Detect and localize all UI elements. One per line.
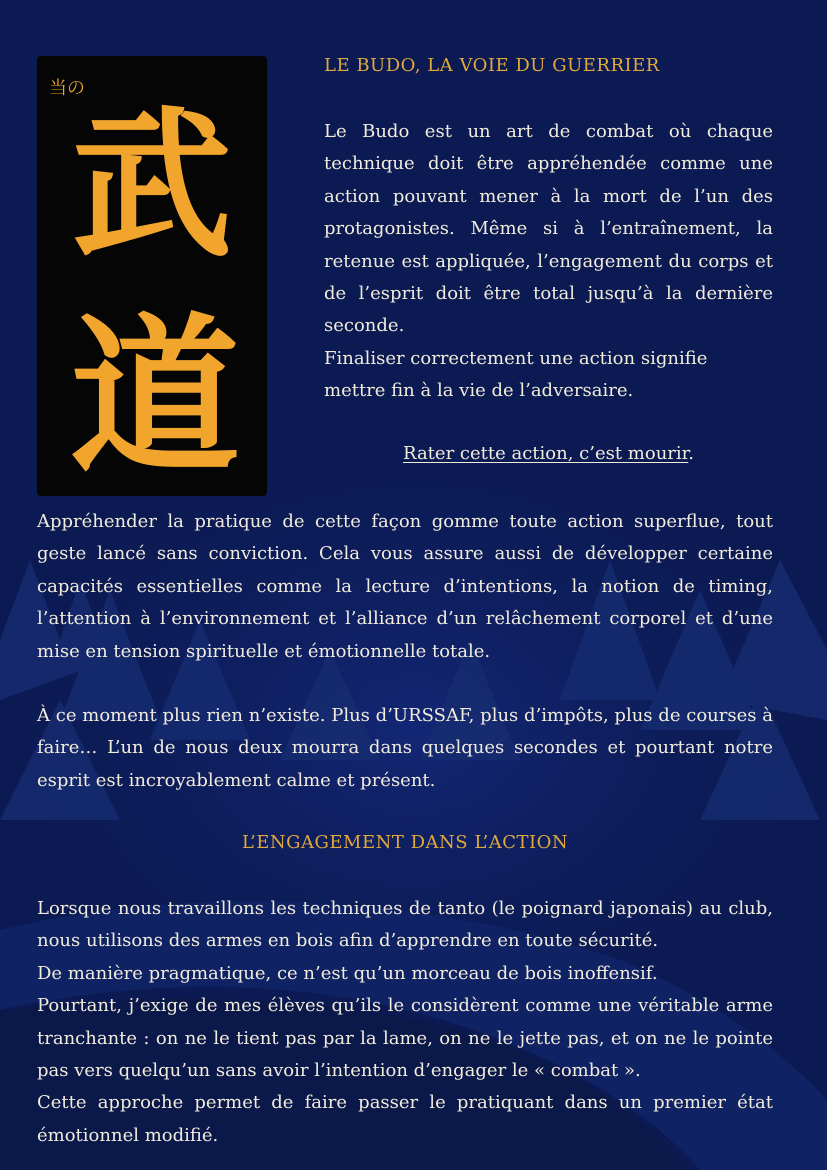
calligraphy-char-bu: 武: [71, 92, 233, 279]
budo-calligraphy: [37, 56, 267, 496]
calligraphy-small-text: 当の: [49, 78, 85, 99]
intro-paragraph-2: Finaliser correctement une action signifie mettre fin à la vie de l’adversaire.: [324, 347, 708, 402]
quote-underlined: Rater cette action, c’est mourir: [402, 443, 689, 464]
key-quote: [324, 438, 773, 470]
intro-text: [324, 116, 773, 408]
engagement-line: De manière pragmatique, ce n’est qu’un morceau de bois inoffensif.: [37, 962, 658, 984]
quote-end: .: [688, 443, 695, 464]
engagement-line: Pourtant, j’exige de mes élèves qu’ils le considèrent comme une véritable arme tranchante : on ne le tient pas par la lame, on ne le jette pas, et on ne le pointe pas vers quelqu’un sans avoir l’intention d’engager le « combat ».: [37, 995, 773, 1082]
body-paragraph: Appréhender la pratique de cette façon gomme toute action superflue, tout geste lancé sans conviction. Cela vous assure aussi de développer certaine capacités essentielles comme la lecture d’intentions, la notion de timing, l’attention à l’environnement et l’alliance d’un relâchement corporel et d’une mise en tension spirituelle et émotionnelle totale.: [37, 511, 773, 662]
section-title-engagement: L’ENGAGEMENT DANS L’ACTION: [241, 832, 569, 853]
intro-paragraph: Le Budo est un art de combat où chaque technique doit être appréhendée comme une action pouvant mener à la mort de l’un des protagonistes. Même si à l’entraînement, la retenue est appliquée, l’engagement du corps et de l’esprit doit être total jusqu’à la dernière seconde.: [324, 121, 773, 337]
calligraphy-image: [37, 56, 267, 496]
engagement-line: Cette approche permet de faire passer le pratiquant dans un premier état émotionnel modifié.: [37, 1092, 773, 1146]
body-paragraph: À ce moment plus rien n’existe. Plus d’URSSAF, plus d’impôts, plus de courses à faire… L’un de nous deux mourra dans quelques secondes et pourtant notre esprit est incroyablement calme et présent.: [37, 705, 773, 791]
paragraph-apprehender: [37, 506, 773, 668]
calligraphy-char-do: 道: [69, 299, 241, 496]
section-title-budo: LE BUDO, LA VOIE DU GUERRIER: [324, 55, 660, 76]
paragraph-engagement: [37, 893, 773, 1152]
paragraph-moment: [37, 700, 773, 797]
engagement-line: Lorsque nous travaillons les techniques de tanto (le poignard japonais) au club, nous utilisons des armes en bois afin d’apprendre en toute sécurité.: [37, 898, 773, 952]
